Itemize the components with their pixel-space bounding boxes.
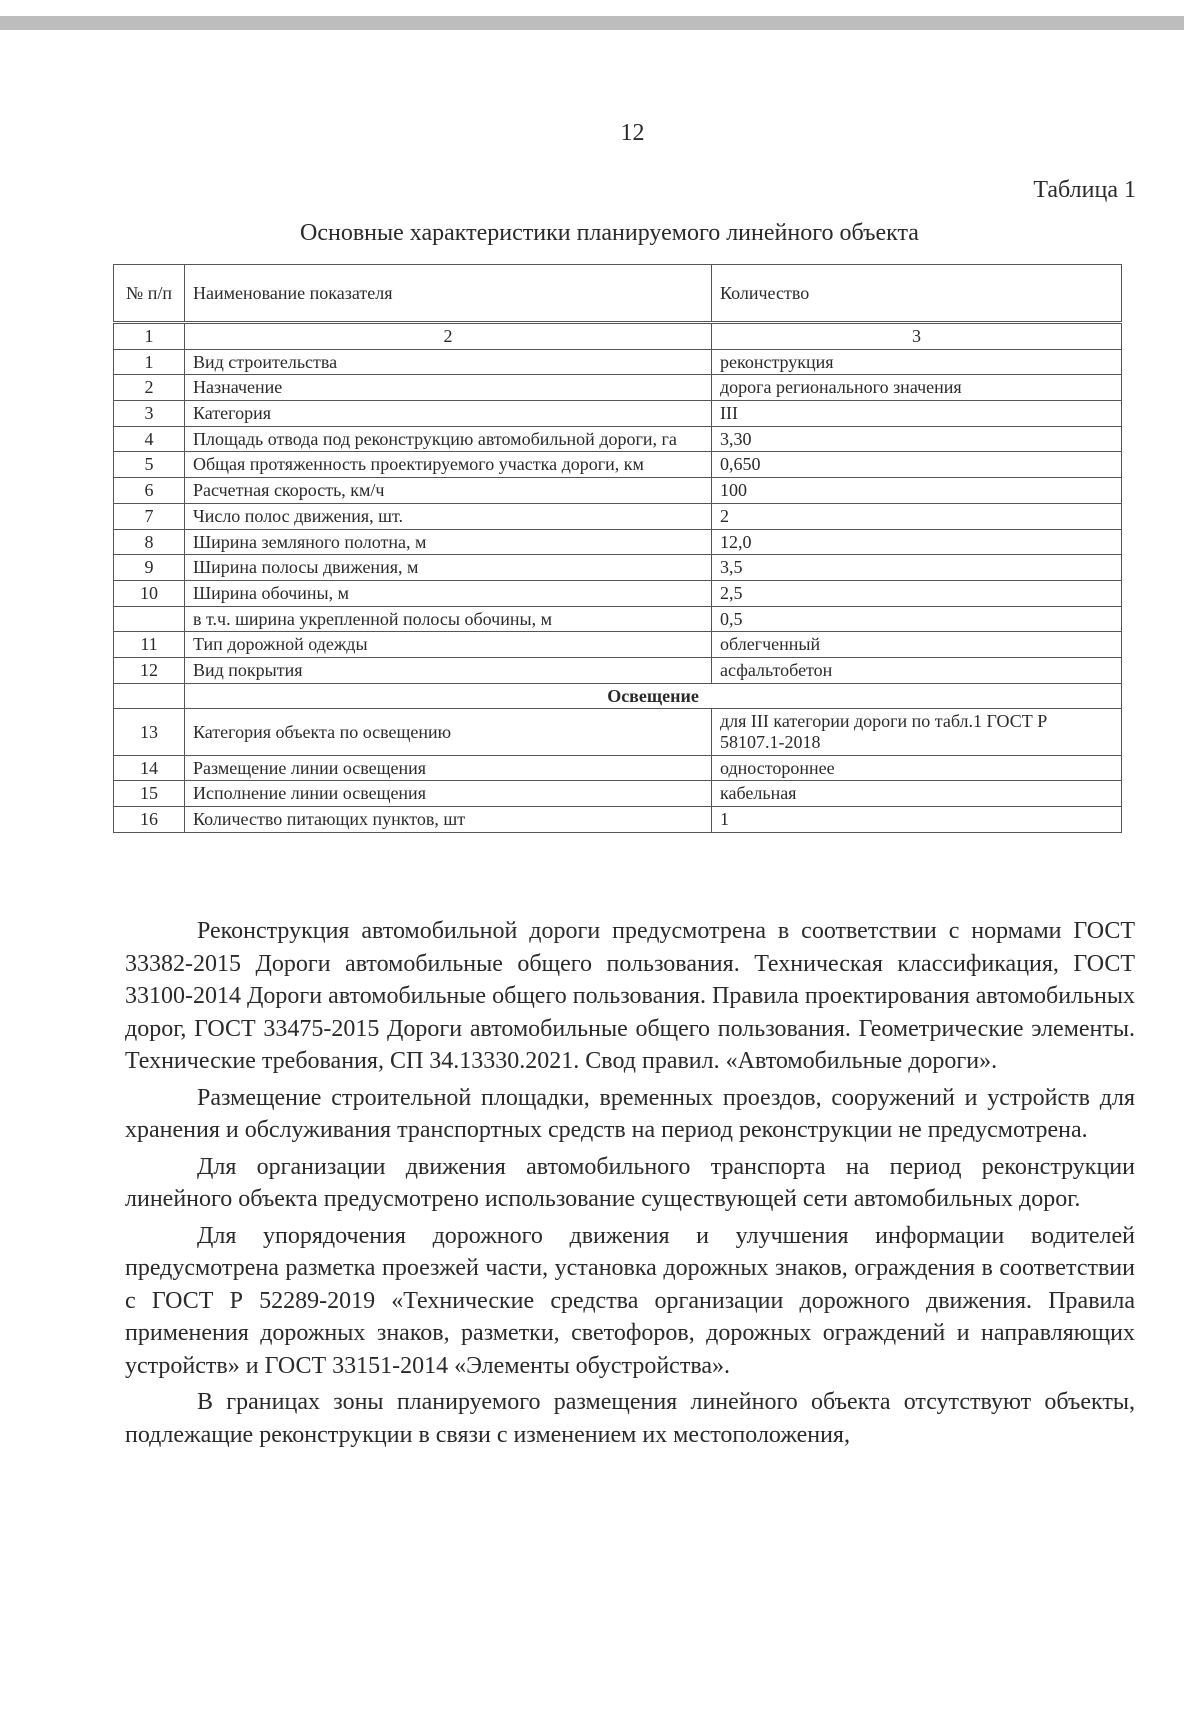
row-number: 11 bbox=[114, 632, 185, 658]
row-value: 0,5 bbox=[712, 606, 1122, 632]
row-value: 12,0 bbox=[712, 529, 1122, 555]
paragraph: В границах зоны планируемого размещения линейного объекта отсутствуют объекты, подлежащие реконструкции в связи с изменением их местоположения, bbox=[125, 1389, 1135, 1448]
characteristics-table bbox=[113, 264, 1122, 833]
row-value: 2 bbox=[712, 503, 1122, 529]
row-indicator: в т.ч. ширина укрепленной полосы обочины, м bbox=[185, 606, 712, 632]
table-row bbox=[114, 606, 1122, 632]
index-cell: 1 bbox=[114, 323, 185, 350]
row-value: III bbox=[712, 401, 1122, 427]
row-value: 3,30 bbox=[712, 426, 1122, 452]
header-number: № п/п bbox=[114, 265, 185, 323]
row-number: 6 bbox=[114, 478, 185, 504]
row-value: реконструкция bbox=[712, 349, 1122, 375]
row-value: 3,5 bbox=[712, 555, 1122, 581]
paragraph: Реконструкция автомобильной дороги предусмотрена в соответствии с нормами ГОСТ 33382-2015 Дороги автомобильные общего пользования. Техническая классификация, ГОСТ 33100-2014 Дороги автомобильные общего пользования. Правила проектирования автомобильных дорог, ГОСТ 33475-2015 Дороги автомобильные общего пользования. Геометрические элементы. Технические требования, СП 34.13330.2021. Свод правил. «Автомобильные дороги». bbox=[125, 918, 1135, 1074]
row-value: кабельная bbox=[712, 781, 1122, 807]
row-indicator: Площадь отвода под реконструкцию автомобильной дороги, га bbox=[185, 426, 712, 452]
row-indicator: Общая протяженность проектируемого участка дороги, км bbox=[185, 452, 712, 478]
row-indicator: Категория bbox=[185, 401, 712, 427]
section-row bbox=[114, 683, 1122, 709]
paragraph: Для упорядочения дорожного движения и улучшения информации водителей предусмотрена разметка проезжей части, установка дорожных знаков, ограждения в соответствии с ГОСТ Р 52289-2019 «Технические средства организации дорожного движения. Правила применения дорожных знаков, разметки, светофоров, дорожных ограждений и направляющих устройств» и ГОСТ 33151-2014 «Элементы обустройства». bbox=[125, 1222, 1135, 1379]
table-row bbox=[114, 349, 1122, 375]
row-number: 13 bbox=[114, 709, 185, 755]
row-indicator: Количество питающих пунктов, шт bbox=[185, 807, 712, 833]
table-row bbox=[114, 555, 1122, 581]
page-number: 12 bbox=[620, 120, 645, 146]
row-value: 0,650 bbox=[712, 452, 1122, 478]
table-row bbox=[114, 503, 1122, 529]
paragraph: Размещение строительной площадки, временных проездов, сооружений и устройств для хранения и обслуживания транспортных средств на период реконструкции не предусмотрена. bbox=[125, 1084, 1135, 1143]
row-value: дорога регионального значения bbox=[712, 375, 1122, 401]
table-header-row bbox=[114, 265, 1122, 323]
table-row bbox=[114, 709, 1122, 755]
row-number: 3 bbox=[114, 401, 185, 427]
index-cell: 2 bbox=[185, 323, 712, 350]
row-number: 9 bbox=[114, 555, 185, 581]
table-row bbox=[114, 755, 1122, 781]
row-number: 15 bbox=[114, 781, 185, 807]
row-indicator: Исполнение линии освещения bbox=[185, 781, 712, 807]
paragraph: Для организации движения автомобильного транспорта на период реконструкции линейного объекта предусмотрено использование существующей сети автомобильных дорог. bbox=[125, 1153, 1135, 1212]
row-indicator: Ширина обочины, м bbox=[185, 580, 712, 606]
table-row bbox=[114, 426, 1122, 452]
header-quantity: Количество bbox=[712, 265, 1122, 323]
row-number: 10 bbox=[114, 580, 185, 606]
header-name: Наименование показателя bbox=[185, 265, 712, 323]
table-row bbox=[114, 401, 1122, 427]
row-indicator: Вид строительства bbox=[185, 349, 712, 375]
row-number: 7 bbox=[114, 503, 185, 529]
table-title: Основные характеристики планируемого линейного объекта bbox=[300, 220, 919, 246]
row-value: 1 bbox=[712, 807, 1122, 833]
table-row bbox=[114, 452, 1122, 478]
row-indicator: Ширина земляного полотна, м bbox=[185, 529, 712, 555]
row-value: облегченный bbox=[712, 632, 1122, 658]
index-cell: 3 bbox=[712, 323, 1122, 350]
table-row bbox=[114, 375, 1122, 401]
table-row bbox=[114, 781, 1122, 807]
row-value: асфальтобетон bbox=[712, 657, 1122, 683]
table-label: Таблица 1 bbox=[1033, 177, 1136, 203]
row-number: 4 bbox=[114, 426, 185, 452]
row-number bbox=[114, 606, 185, 632]
row-number: 16 bbox=[114, 807, 185, 833]
row-value: 100 bbox=[712, 478, 1122, 504]
row-indicator: Число полос движения, шт. bbox=[185, 503, 712, 529]
row-indicator: Расчетная скорость, км/ч bbox=[185, 478, 712, 504]
row-indicator: Ширина полосы движения, м bbox=[185, 555, 712, 581]
row-number: 1 bbox=[114, 349, 185, 375]
row-number: 8 bbox=[114, 529, 185, 555]
table-row bbox=[114, 529, 1122, 555]
row-indicator: Назначение bbox=[185, 375, 712, 401]
table-row bbox=[114, 580, 1122, 606]
table-index-row bbox=[114, 323, 1122, 350]
table-row bbox=[114, 807, 1122, 833]
row-indicator: Категория объекта по освещению bbox=[185, 709, 712, 755]
row-number: 5 bbox=[114, 452, 185, 478]
section-empty-cell bbox=[114, 683, 185, 709]
scan-top-edge bbox=[0, 16, 1184, 30]
table-row bbox=[114, 657, 1122, 683]
row-value: одностороннее bbox=[712, 755, 1122, 781]
section-label: Освещение bbox=[185, 683, 1122, 709]
row-indicator: Размещение линии освещения bbox=[185, 755, 712, 781]
row-number: 2 bbox=[114, 375, 185, 401]
table-row bbox=[114, 632, 1122, 658]
row-number: 12 bbox=[114, 657, 185, 683]
row-indicator: Вид покрытия bbox=[185, 657, 712, 683]
row-value: 2,5 bbox=[712, 580, 1122, 606]
row-number: 14 bbox=[114, 755, 185, 781]
row-value: для III категории дороги по табл.1 ГОСТ Р 58107.1-2018 bbox=[712, 709, 1122, 755]
body-text bbox=[125, 915, 1135, 1455]
row-indicator: Тип дорожной одежды bbox=[185, 632, 712, 658]
table-row bbox=[114, 478, 1122, 504]
